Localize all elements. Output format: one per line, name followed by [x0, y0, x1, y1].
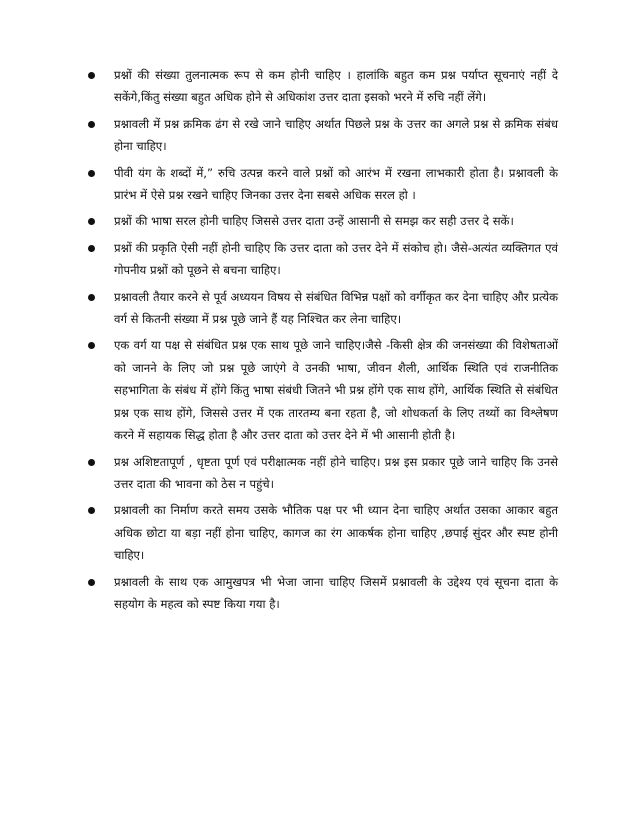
list-item-text: प्रश्नों की प्रकृति ऐसी नहीं होनी चाहिए कि उत्तर दाता को उत्तर देने में संकोच हो। जैसे-अत्यंत व्यक्तिगत एवं गोपनीय प्रश्नों को पूछने से बचना चाहिए।	[114, 240, 558, 278]
list-item	[88, 162, 558, 207]
bullet-list	[88, 64, 558, 619]
list-item	[88, 113, 558, 158]
bullet-dot-icon	[88, 342, 95, 349]
list-item	[88, 334, 558, 446]
bullet-dot-icon	[88, 507, 95, 514]
list-item-text: प्रश्न अशिष्टतापूर्ण , धृष्टता पूर्ण एवं परीक्षात्मक नहीं होने चाहिए। प्रश्न इस प्रकार पूछे जाने चाहिए कि उनसे उत्तर दाता की भावना को ठेस न पहुंचे।	[114, 454, 558, 491]
bullet-dot-icon	[88, 294, 95, 301]
list-item-text: प्रश्नों की भाषा सरल होनी चाहिए जिससे उत्तर दाता उन्हें आसानी से समझ कर सही उत्तर दे सकें।	[114, 214, 514, 229]
list-item-text: प्रश्नावली के साथ एक आमुखपत्र भी भेजा जाना चाहिए जिसमें प्रश्नावली के उद्देश्य एवं सूचना दाता के सहयोग के महत्व को स्पष्ट किया गया है।	[114, 574, 558, 611]
bullet-dot-icon	[88, 579, 95, 586]
list-item	[88, 210, 558, 232]
bullet-dot-icon	[88, 245, 95, 252]
list-item	[88, 237, 558, 282]
list-item-text: प्रश्नावली का निर्माण करते समय उसके भौतिक पक्ष पर भी ध्यान देना चाहिए अर्थात उसका आकार बहुत अधिक छोटा या बड़ा नहीं होना चाहिए, कागज का रंग आकर्षक होना चाहिए ,छपाई सुंदर और स्पष्ट होनी चाहिए।	[114, 503, 558, 563]
bullet-dot-icon	[88, 459, 95, 466]
list-item	[88, 571, 558, 616]
list-item-text: प्रश्नावली में प्रश्न क्रमिक ढंग से रखे जाने चाहिए अर्थात पिछले प्रश्न के उत्तर का अगले प्रश्न से क्रमिक संबंध होना चाहिए।	[114, 116, 558, 154]
list-item-text: प्रश्नों की संख्या तुलनात्मक रूप से कम होनी चाहिए । हालांकि बहुत कम प्रश्न पर्याप्त सूचनाएं नहीं दे सकेंगे,किंतु संख्या बहुत अधिक होने से अधिकांश उत्तर दाता इसको भरने में रुचि नहीं लेंगे।	[114, 68, 558, 105]
bullet-dot-icon	[88, 170, 95, 177]
bullet-dot-icon	[88, 218, 95, 225]
bullet-dot-icon	[88, 72, 95, 79]
list-item	[88, 451, 558, 496]
list-item	[88, 499, 558, 566]
list-item	[88, 64, 558, 109]
list-item	[88, 286, 558, 331]
list-item-text: प्रश्नावली तैयार करने से पूर्व अध्ययन विषय से संबंधित विभिन्न पक्षों को वर्गीकृत कर देना चाहिए और प्रत्येक वर्ग से कितनी संख्या में प्रश्न पूछे जाने हैं यह निश्चित कर लेना चाहिए।	[114, 289, 558, 327]
list-item-text: एक वर्ग या पक्ष से संबंधित प्रश्न एक साथ पूछे जाने चाहिए।जैसे -किसी क्षेत्र की जनसंख्या की विशेषताओं को जानने के लिए जो प्रश्न पूछे जाएंगे वे उनकी भाषा, जीवन शैली, आर्थिक स्थिति एवं राजनीतिक सहभागिता के संबंध में होंगे किंतु भाषा संबंधी जितने भी प्रश्न होंगे एक साथ होंगे, आर्थिक स्थिति से संबंधित प्रश्न एक साथ होंगे, जिससे उत्तर में एक तारतम्य बना रहता है, जो शोधकर्ता के लिए तथ्यों का विश्लेषण करने में सहायक सिद्ध होता है और उत्तर दाता को उत्तर देने में भी आसानी होती है।	[114, 338, 558, 443]
list-item-text: पीवी यंग के शब्दों में,” रुचि उत्पन्न करने वाले प्रश्नों को आरंभ में रखना लाभकारी होता है। प्रश्नावली के प्रारंभ में ऐसे प्रश्न रखने चाहिए जिनका उत्तर देना सबसे अधिक सरल हो ।	[114, 165, 558, 203]
bullet-dot-icon	[88, 121, 95, 128]
